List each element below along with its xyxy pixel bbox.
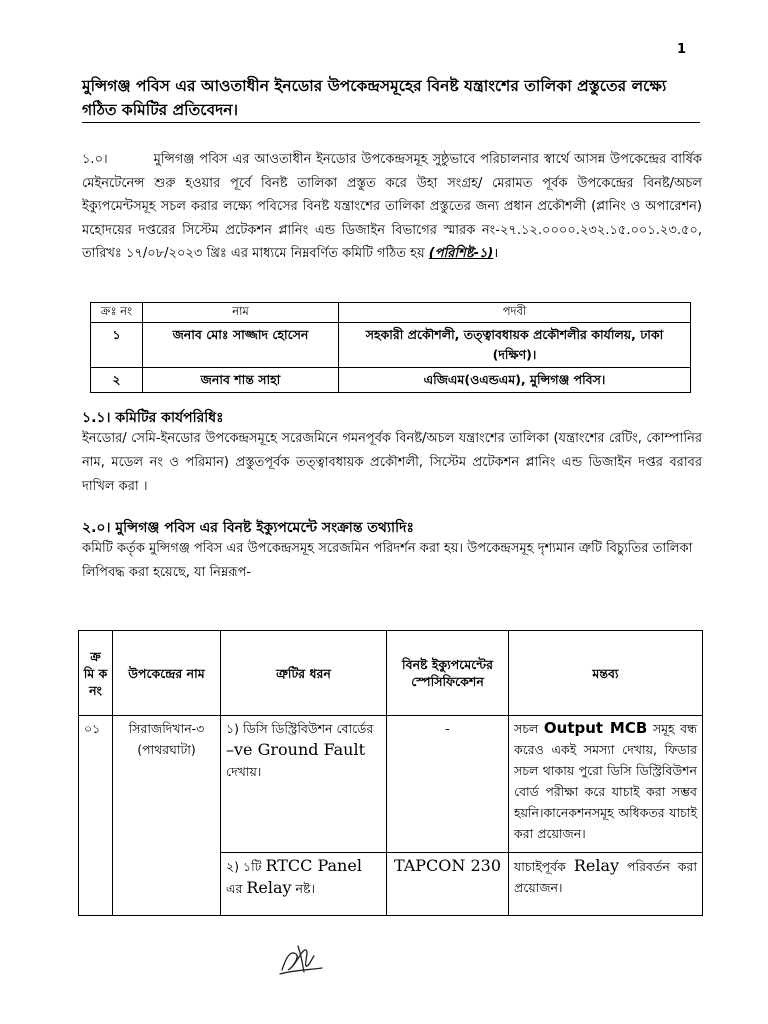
- row-designation: এজিএম(ওএন্ডএম), মুন্সিগঞ্জ পবিস।: [339, 368, 691, 393]
- committee-table: [90, 302, 691, 393]
- row-substation: সিরাজদিখান-৩ (পাথরঘাটা): [113, 716, 221, 916]
- row-name: জনাব মোঃ সাজ্জাদ হোসেন: [143, 323, 339, 368]
- fault-2: [221, 853, 387, 916]
- header-remarks: মন্তব্য: [509, 631, 703, 716]
- signature-image: [276, 940, 326, 980]
- remark-1-suffix: সমূহ বন্ধ করেও একই সমস্যা দেখায়, ফিডার সচল থাকায় পুরো ডিসি ডিস্ট্রিবিউশন বোর্ড পরীক্ষা করে যাচাই করা সম্ভব হয়নি।কানেকশনসমূহ অধিকতর যাচাই করা প্রয়োজন।: [514, 721, 698, 841]
- remark-2-suffix: পরিবর্তন করা প্রয়োজন।: [514, 859, 697, 895]
- header-name: নাম: [143, 303, 339, 323]
- fault-2-code-2: Relay: [246, 878, 292, 897]
- header-fault-type: ত্রুটির ধরন: [221, 631, 387, 716]
- fault-2-prefix: ২) ১টি: [226, 859, 266, 874]
- remark-2: [509, 853, 703, 916]
- committee-table-header: [91, 303, 691, 323]
- fault-1-prefix: ১) ডিসি ডিস্ট্রিবিউশন বোর্ডের: [226, 721, 374, 736]
- row-serial: ২: [91, 368, 143, 393]
- spec-2: TAPCON 230: [387, 853, 509, 916]
- remark-2-code: Relay: [573, 856, 620, 875]
- fault-1-code: –ve Ground Fault: [226, 740, 365, 759]
- row-serial: ০১: [79, 716, 113, 916]
- section-1-0-end: ।: [493, 246, 499, 262]
- section-2-0-heading: ২.০। মুন্সিগঞ্জ পবিস এর বিনষ্ট ইক্যুপমেন্টে সংক্রান্ত তথ্যাদিঃ: [82, 520, 414, 536]
- row-designation: সহকারী প্রকৌশলী, তত্ত্বাবধায়ক প্রকৌশলীর কার্যালয়, ঢাকা (দক্ষিণ)।: [339, 323, 691, 368]
- equipment-table: [78, 630, 703, 916]
- fault-2-code: RTCC Panel: [265, 856, 362, 875]
- section-1-0-text: মুন্সিগঞ্জ পবিস এর আওতাধীন ইনডোর উপকেন্দ্রসমূহ সুষ্ঠুভাবে পরিচালনার স্বার্থে আসন্ন উপকেন্দ্রের বার্ষিক মেইনটেনেন্স শুরু হওয়ার পূর্বে বিনষ্ট তালিকা প্রস্তুত করে উহা সংগ্রহ/ মেরামত পূর্বক উপকেন্দ্রের বিনষ্ট/অচল ইক্যুপমেন্টসমূহ সচল করার লক্ষ্যে পবিসের বিনষ্ট যন্ত্রাংশের তালিকা প্রস্তুতের জন্য প্রধান প্রকৌশলী (প্লানিং ও অপারেশন) মহোদয়ের দপ্তরের সিস্টেম প্রটেকশন প্লানিং এন্ড ডিজাইন বিভাগের স্মারক নং-২৭.১২.০০০০.২৩২.১৫.০০১.২৩.৫০, তারিখঃ ১৭/০৮/২০২৩ খ্রিঃ এর মাধ্যমে নিম্নবর্ণিত কমিটি গঠিত হয়: [82, 152, 702, 262]
- section-1-1-heading: ১.১। কমিটির কার্যপরিধিঃ: [82, 410, 224, 426]
- section-1-0-paragraph: [82, 148, 702, 266]
- report-title: মুন্সিগঞ্জ পবিস এর আওতাধীন ইনডোর উপকেন্দ্রসমূহের বিনষ্ট যন্ত্রাংশের তালিকা প্রস্তুতের লক্ষ্যে গঠিত কমিটির প্রতিবেদন।: [82, 77, 667, 119]
- section-2-0-text: কমিটি কর্তৃক মুন্সিগঞ্জ পবিস এর উপকেন্দ্রসমূহ সরেজমিন পরিদর্শন করা হয়। উপকেন্দ্রসমূহ দৃশ্যমান ত্রুটি বিচ্যুতির তালিকা লিপিবদ্ধ করা হয়েছে, যা নিম্নরূপ-: [82, 541, 693, 580]
- row-name: জনাব শান্ত সাহা: [143, 368, 339, 393]
- row-serial: ১: [91, 323, 143, 368]
- annex-reference: (পরিশিষ্ট-১): [428, 246, 494, 262]
- fault-2-suffix: নষ্ট।: [291, 881, 315, 896]
- header-substation: উপকেন্দ্রের নাম: [113, 631, 221, 716]
- page-number: 1: [676, 42, 686, 57]
- table-row: [79, 716, 703, 853]
- remark-1-prefix: সচল: [514, 721, 544, 736]
- table-row: [91, 368, 691, 393]
- remark-2-prefix: যাচাইপূর্বক: [514, 859, 574, 874]
- remark-1-code: Output MCB: [543, 719, 648, 737]
- section-1-1-text: ইনডোর/ সেমি-ইনডোর উপকেন্দ্রসমূহে সরেজমিনে গমনপূর্বক বিনষ্ট/অচল যন্ত্রাংশের তালিকা (যন্ত্রাংশের রেটিং, কোম্পানির নাম, মডেল নং ও পরিমান) প্রস্তুতপূর্বক তত্ত্বাবধায়ক প্রকৌশলী, সিস্টেম প্রটেকশন প্লানিং এন্ড ডিজাইন দপ্তর বরাবর দাখিল করা ।: [82, 431, 702, 494]
- table-row: [91, 323, 691, 368]
- spec-1: -: [387, 716, 509, 853]
- fault-2-mid: এর: [226, 881, 247, 896]
- remark-1: [509, 716, 703, 853]
- fault-1-suffix: দেখায়।: [226, 764, 262, 779]
- fault-1: [221, 716, 387, 853]
- header-specification: বিনষ্ট ইক্যুপমেন্টের স্পেসিফিকেশন: [387, 631, 509, 716]
- header-designation: পদবী: [339, 303, 691, 323]
- section-1-0-number: ১.০।: [82, 152, 108, 167]
- header-serial: ক্রঃ নং: [91, 303, 143, 323]
- header-serial: ক্র মি ক নং: [79, 631, 113, 716]
- title-underline: [82, 122, 700, 123]
- equipment-table-header: [79, 631, 703, 716]
